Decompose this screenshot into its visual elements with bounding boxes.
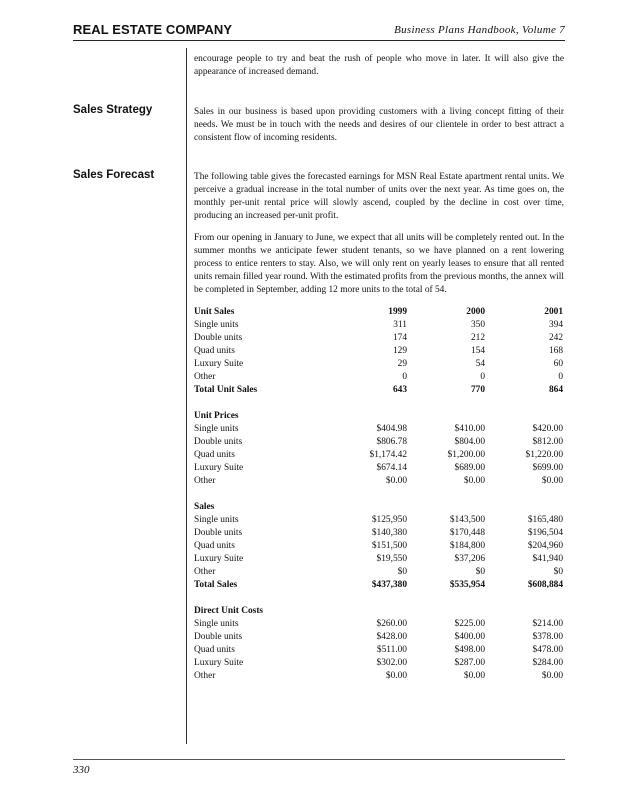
row-label: Luxury Suite (194, 359, 244, 369)
row-label: Luxury Suite (194, 658, 244, 668)
total-label: Total Sales (194, 580, 238, 590)
cell-2001: $204,960 (527, 541, 563, 551)
page-number: 330 (73, 764, 90, 776)
year-2001-header: 2001 (544, 307, 563, 317)
total-2000: $535,954 (449, 580, 485, 590)
table-row (194, 449, 563, 462)
cell-2001: 168 (548, 346, 563, 356)
cell-1999: $260.00 (376, 619, 407, 629)
row-label: Single units (194, 424, 239, 434)
cell-1999: $140,380 (371, 528, 407, 538)
cell-1999: 129 (392, 346, 407, 356)
total-2000: 770 (470, 385, 485, 395)
cell-1999: $0 (397, 567, 407, 577)
table-row (194, 319, 563, 332)
row-label: Quad units (194, 346, 235, 356)
cell-2001: $699.00 (532, 463, 563, 473)
table-row (194, 553, 563, 566)
cell-1999: 0 (402, 372, 407, 382)
cell-2000: $0.00 (463, 671, 485, 681)
total-row (194, 384, 563, 397)
cell-2001: 0 (558, 372, 563, 382)
cell-2001: $0.00 (541, 476, 563, 486)
row-label: Quad units (194, 450, 235, 460)
total-label: Total Unit Sales (194, 385, 258, 395)
cell-1999: $674.14 (376, 463, 407, 473)
section-title-direct-unit-costs: Direct Unit Costs (194, 606, 264, 616)
cell-1999: $428.00 (376, 632, 407, 642)
cell-1999: $511.00 (376, 645, 407, 655)
row-label: Other (194, 372, 216, 382)
section-spacer (194, 397, 563, 410)
total-2001: $608,884 (527, 580, 563, 590)
sales-strategy-heading: Sales Strategy (73, 104, 153, 116)
cell-2000: $0 (475, 567, 485, 577)
cell-2001: $812.00 (532, 437, 563, 447)
sales-forecast-paragraph-1: The following table gives the forecasted earnings for MSN Real Estate apartment rental units. We perceive a gradual increase in the total number of units over the next year. As time goes on, the monthly per-unit rental price will slowly ascend, coupled by the decline in cost over time, producing an increased per-unit profit. (194, 172, 564, 221)
table-row (194, 670, 563, 683)
year-2000-header: 2000 (466, 307, 485, 317)
cell-2001: 394 (548, 320, 563, 330)
table-row (194, 475, 563, 488)
cell-2001: $420.00 (532, 424, 563, 434)
table-row (194, 618, 563, 631)
section-title-sales: Sales (194, 502, 215, 512)
cell-1999: $404.98 (376, 424, 407, 434)
table-row (194, 631, 563, 644)
row-label: Luxury Suite (194, 554, 244, 564)
cell-2000: $287.00 (454, 658, 485, 668)
intro-continued-paragraph: encourage people to try and beat the rush of people who move in later. It will also give the appearance of increased demand. (194, 54, 564, 77)
row-label: Quad units (194, 645, 235, 655)
cell-2000: $1,200.00 (447, 450, 485, 460)
running-header-handbook: Business Plans Handbook, Volume 7 (394, 24, 565, 36)
total-2001: 864 (548, 385, 563, 395)
cell-2001: 60 (553, 359, 563, 369)
sales-forecast-table (194, 306, 563, 683)
cell-2001: $196,504 (527, 528, 563, 538)
cell-2000: 350 (470, 320, 485, 330)
column-divider (186, 48, 187, 744)
table-row (194, 436, 563, 449)
row-label: Double units (194, 437, 243, 447)
cell-2000: $0.00 (463, 476, 485, 486)
cell-2000: $184,800 (449, 541, 485, 551)
cell-2001: $41,940 (532, 554, 563, 564)
cell-2000: $143,500 (449, 515, 485, 525)
cell-2000: $400.00 (454, 632, 485, 642)
total-row (194, 579, 563, 592)
cell-1999: $19,550 (376, 554, 407, 564)
running-header-company: REAL ESTATE COMPANY (73, 22, 233, 37)
table-row (194, 332, 563, 345)
table-row (194, 371, 563, 384)
section-title-row (194, 605, 563, 618)
row-label: Single units (194, 320, 239, 330)
cell-2000: $804.00 (454, 437, 485, 447)
cell-2001: $0 (553, 567, 563, 577)
cell-2001: $165,480 (527, 515, 563, 525)
cell-1999: $0.00 (385, 476, 407, 486)
table-row (194, 514, 563, 527)
cell-2001: $0.00 (541, 671, 563, 681)
cell-2001: $1,220.00 (525, 450, 563, 460)
cell-1999: $302.00 (376, 658, 407, 668)
cell-1999: $806.78 (376, 437, 407, 447)
cell-1999: 174 (392, 333, 407, 343)
table-row (194, 462, 563, 475)
cell-1999: 311 (393, 320, 407, 330)
footer-rule (73, 759, 565, 760)
cell-2000: $37,206 (454, 554, 485, 564)
cell-2000: $689.00 (454, 463, 485, 473)
sales-strategy-paragraph: Sales in our business is based upon providing customers with a living concept fitting of their needs. We must be in touch with the needs and desires of our clientele in order to best attract a consistent flow of incoming residents. (194, 107, 564, 143)
cell-2001: $214.00 (532, 619, 563, 629)
cell-1999: $151,500 (371, 541, 407, 551)
cell-2000: 54 (475, 359, 485, 369)
table-row (194, 527, 563, 540)
total-1999: $437,380 (371, 580, 407, 590)
section-title-row (194, 410, 563, 423)
row-label: Other (194, 476, 216, 486)
row-label: Double units (194, 528, 243, 538)
cell-2000: 154 (470, 346, 485, 356)
cell-2001: $478.00 (532, 645, 563, 655)
section-title-unit-prices: Unit Prices (194, 411, 239, 421)
sales-forecast-paragraph-2: From our opening in January to June, we expect that all units will be completely rented out. In the summer months we anticipate fewer student tenants, so we have planned on a rent lowering process to entice renters to stay. Also, we will only rent on yearly leases to ensure that all rented units remain filled year round. With the estimated profits from the previous months, the annex will be completed in September, adding 12 more units to the total of 54. (194, 233, 564, 295)
total-1999: 643 (392, 385, 407, 395)
row-label: Single units (194, 619, 239, 629)
table-row (194, 345, 563, 358)
row-label: Double units (194, 632, 243, 642)
row-label: Quad units (194, 541, 235, 551)
cell-1999: $0.00 (385, 671, 407, 681)
cell-2000: $170,448 (449, 528, 485, 538)
cell-1999: $1,174.42 (369, 450, 407, 460)
table-row (194, 566, 563, 579)
row-label: Other (194, 671, 216, 681)
row-label: Single units (194, 515, 239, 525)
section-title-row (194, 501, 563, 514)
cell-1999: $125,950 (371, 515, 407, 525)
table-row (194, 540, 563, 553)
cell-2000: $498.00 (454, 645, 485, 655)
table-row (194, 657, 563, 670)
cell-2000: $410.00 (454, 424, 485, 434)
cell-2001: $378.00 (532, 632, 563, 642)
table-row (194, 423, 563, 436)
table-row (194, 644, 563, 657)
row-label: Luxury Suite (194, 463, 244, 473)
sales-forecast-heading: Sales Forecast (73, 169, 155, 181)
section-title-unit-sales: Unit Sales (194, 307, 235, 317)
table-row (194, 358, 563, 371)
cell-2000: $225.00 (454, 619, 485, 629)
cell-2001: 242 (548, 333, 563, 343)
section-spacer (194, 592, 563, 605)
table-header-row (194, 306, 563, 319)
cell-1999: 29 (397, 359, 407, 369)
cell-2001: $284.00 (532, 658, 563, 668)
row-label: Other (194, 567, 216, 577)
section-spacer (194, 488, 563, 501)
year-1999-header: 1999 (388, 307, 407, 317)
header-rule (73, 40, 565, 41)
cell-2000: 0 (480, 372, 485, 382)
row-label: Double units (194, 333, 243, 343)
cell-2000: 212 (470, 333, 485, 343)
